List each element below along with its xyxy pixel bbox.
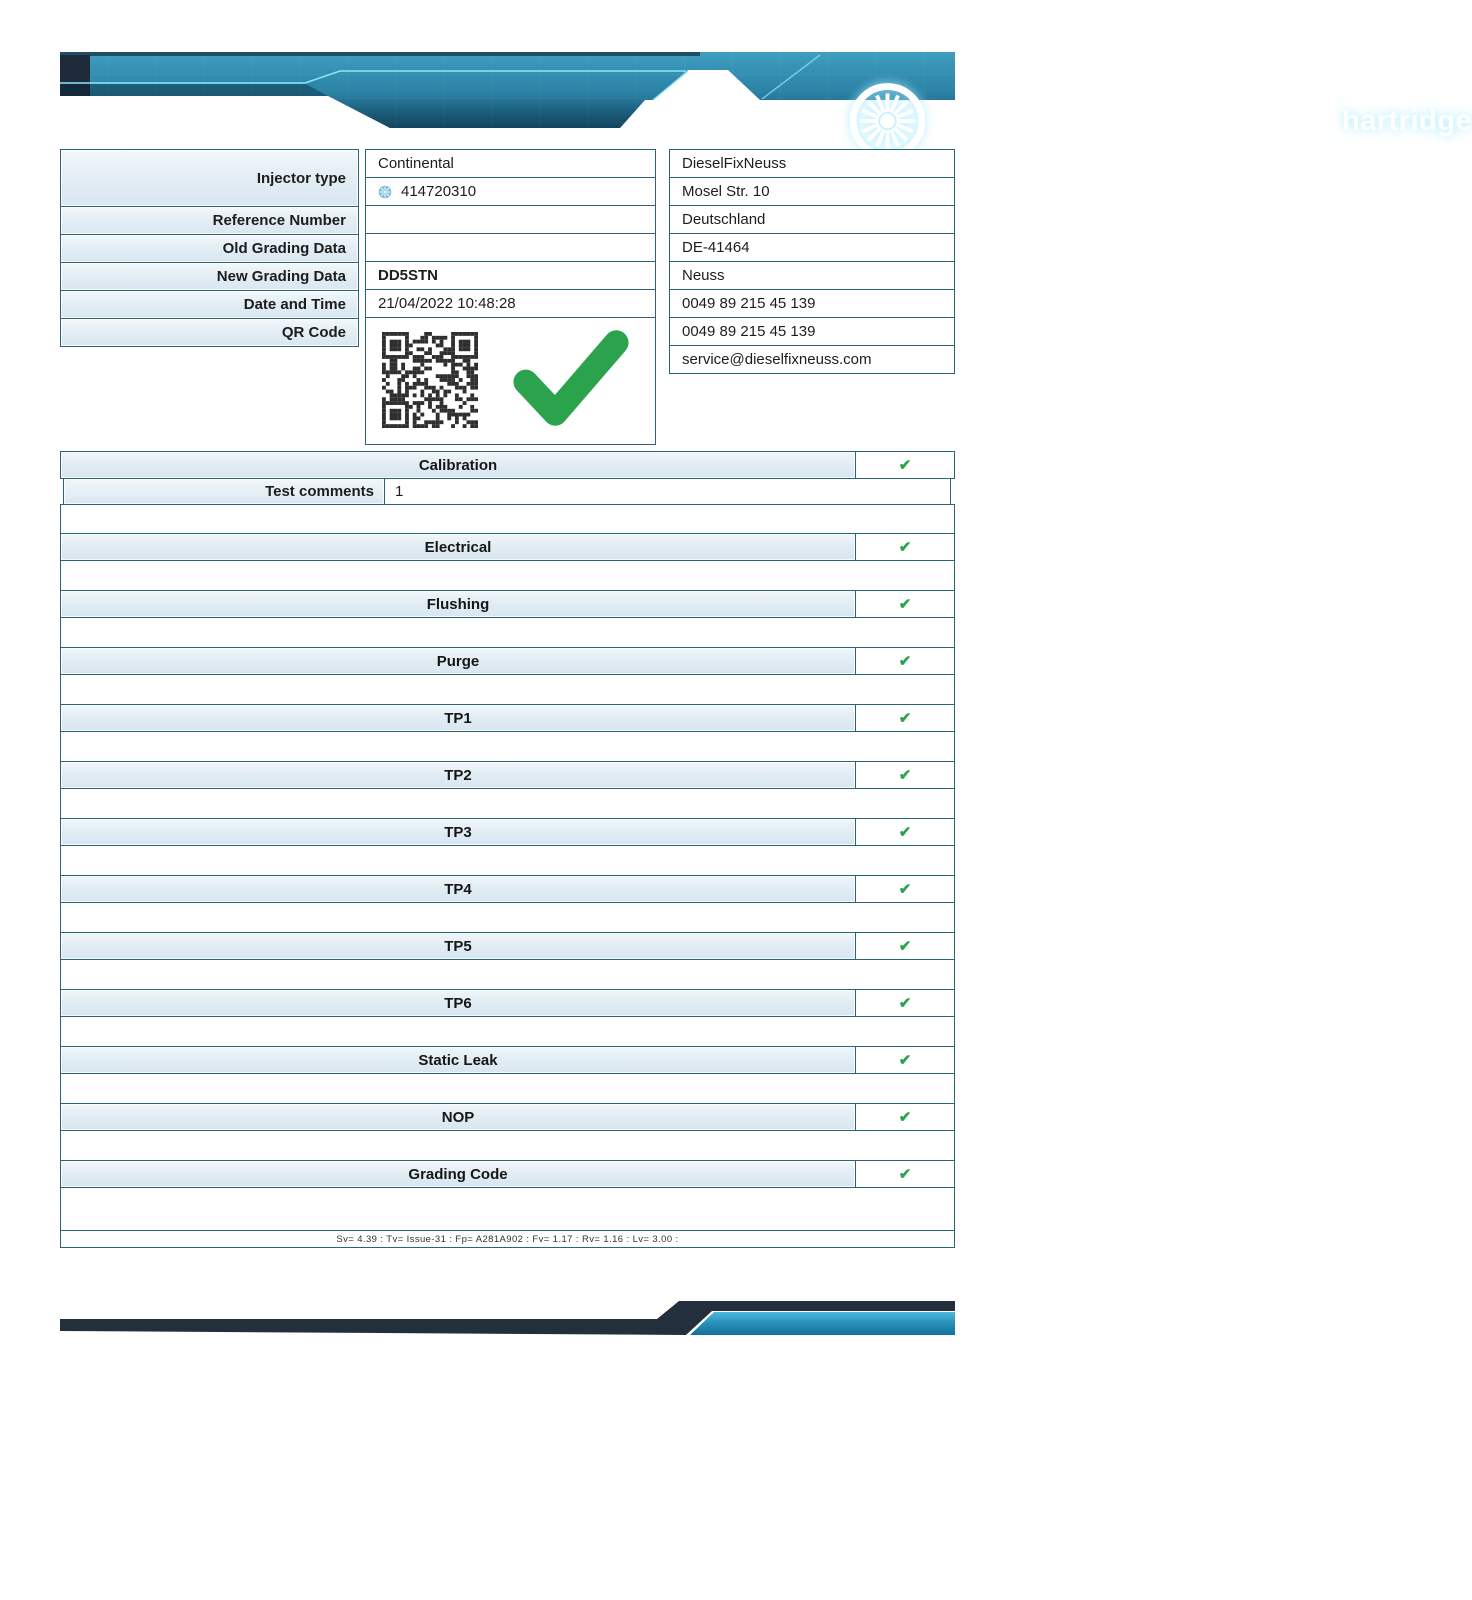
section-row (60, 818, 955, 846)
customer-column (669, 150, 955, 374)
spacer-row (60, 845, 955, 876)
customer-country: Deutschland (669, 205, 955, 234)
section-label: Grading Code (60, 1160, 856, 1188)
datetime-value: 21/04/2022 10:48:28 (365, 289, 656, 318)
overall-pass-check-icon (512, 326, 630, 430)
old-grading-label: Old Grading Data (60, 234, 359, 263)
section-result-cell (855, 1103, 955, 1131)
check-icon: ✔ (898, 709, 912, 727)
check-icon: ✔ (898, 538, 912, 556)
part-wheel-icon (378, 185, 392, 199)
section-row (60, 533, 955, 561)
section-result-cell (855, 451, 955, 479)
customer-email: service@dieselfixneuss.com (669, 345, 955, 374)
new-grading-value: DD5STN (365, 261, 656, 290)
section-result-cell (855, 818, 955, 846)
section-row (60, 1046, 955, 1074)
check-icon: ✔ (898, 652, 912, 670)
info-value-column (365, 150, 656, 445)
tests-table (60, 452, 955, 1248)
test-comments-value: 1 (384, 478, 951, 505)
section-row (60, 761, 955, 789)
section-result-cell (855, 1046, 955, 1074)
check-icon: ✔ (898, 823, 912, 841)
reference-number-value (365, 205, 656, 234)
customer-phone-2: 0049 89 215 45 139 (669, 317, 955, 346)
datetime-label: Date and Time (60, 290, 359, 319)
check-icon: ✔ (898, 937, 912, 955)
section-label: TP3 (60, 818, 856, 846)
section-row (60, 647, 955, 675)
section-result-cell (855, 761, 955, 789)
section-row-calibration (60, 451, 955, 479)
section-label: Static Leak (60, 1046, 856, 1074)
check-icon: ✔ (898, 595, 912, 613)
qr-code-cell (365, 317, 656, 445)
version-line: Sv= 4.39 : Tv= Issue-31 : Fp= A281A902 : Fv= 1.17 : Rv= 1.16 : Lv= 3.00 : (60, 1230, 955, 1248)
injector-type-label: Injector type (60, 149, 359, 207)
section-result-cell (855, 932, 955, 960)
section-result-cell (855, 989, 955, 1017)
spacer-row (60, 617, 955, 648)
section-result-cell (855, 533, 955, 561)
section-label: Electrical (60, 533, 856, 561)
customer-street: Mosel Str. 10 (669, 177, 955, 206)
section-label: Purge (60, 647, 856, 675)
section-label: TP2 (60, 761, 856, 789)
section-label: TP4 (60, 875, 856, 903)
section-row (60, 989, 955, 1017)
info-label-column (60, 150, 359, 347)
spacer-row (60, 504, 955, 534)
spacer-row-bottom (60, 1186, 955, 1231)
brand-name: hartridge (1342, 104, 1472, 137)
injector-info-table (60, 150, 955, 452)
section-row (60, 590, 955, 618)
check-icon: ✔ (898, 1165, 912, 1183)
part-number: 414720310 (401, 183, 477, 200)
check-icon: ✔ (898, 766, 912, 784)
footer-banner (60, 1298, 955, 1336)
customer-name: DieselFixNeuss (669, 149, 955, 178)
section-row (60, 1103, 955, 1131)
header-banner (60, 50, 1472, 137)
section-row (60, 875, 955, 903)
spacer-row (60, 959, 955, 990)
spacer-row (60, 1073, 955, 1104)
section-result-cell (855, 875, 955, 903)
section-result-cell (855, 647, 955, 675)
section-label: TP6 (60, 989, 856, 1017)
qr-code (382, 332, 478, 428)
check-icon: ✔ (898, 880, 912, 898)
spacer-row (60, 731, 955, 762)
spacer-row (60, 674, 955, 705)
customer-city: Neuss (669, 261, 955, 290)
footer-banner-art (60, 1298, 955, 1336)
check-icon: ✔ (898, 456, 912, 474)
check-icon: ✔ (898, 1051, 912, 1069)
spacer-row (60, 1130, 955, 1161)
injector-type-value: Continental (365, 149, 656, 178)
spacer-row (60, 1016, 955, 1047)
section-label: TP1 (60, 704, 856, 732)
section-row (60, 704, 955, 732)
part-number-cell (365, 177, 656, 206)
section-result-cell (855, 1160, 955, 1188)
new-grading-label: New Grading Data (60, 262, 359, 291)
check-icon: ✔ (898, 1108, 912, 1126)
section-row (60, 1160, 955, 1188)
section-result-cell (855, 590, 955, 618)
spacer-row (60, 902, 955, 933)
customer-postcode: DE-41464 (669, 233, 955, 262)
section-label: NOP (60, 1103, 856, 1131)
section-label: TP5 (60, 932, 856, 960)
test-comments-row (63, 478, 951, 505)
section-row (60, 932, 955, 960)
check-icon: ✔ (898, 994, 912, 1012)
section-label: Calibration (60, 451, 856, 479)
old-grading-value (365, 233, 656, 262)
section-result-cell (855, 704, 955, 732)
spacer-row (60, 560, 955, 591)
customer-phone-1: 0049 89 215 45 139 (669, 289, 955, 318)
spacer-row (60, 788, 955, 819)
section-label: Flushing (60, 590, 856, 618)
test-comments-label: Test comments (63, 478, 385, 505)
reference-number-label: Reference Number (60, 206, 359, 235)
qr-code-label: QR Code (60, 318, 359, 347)
